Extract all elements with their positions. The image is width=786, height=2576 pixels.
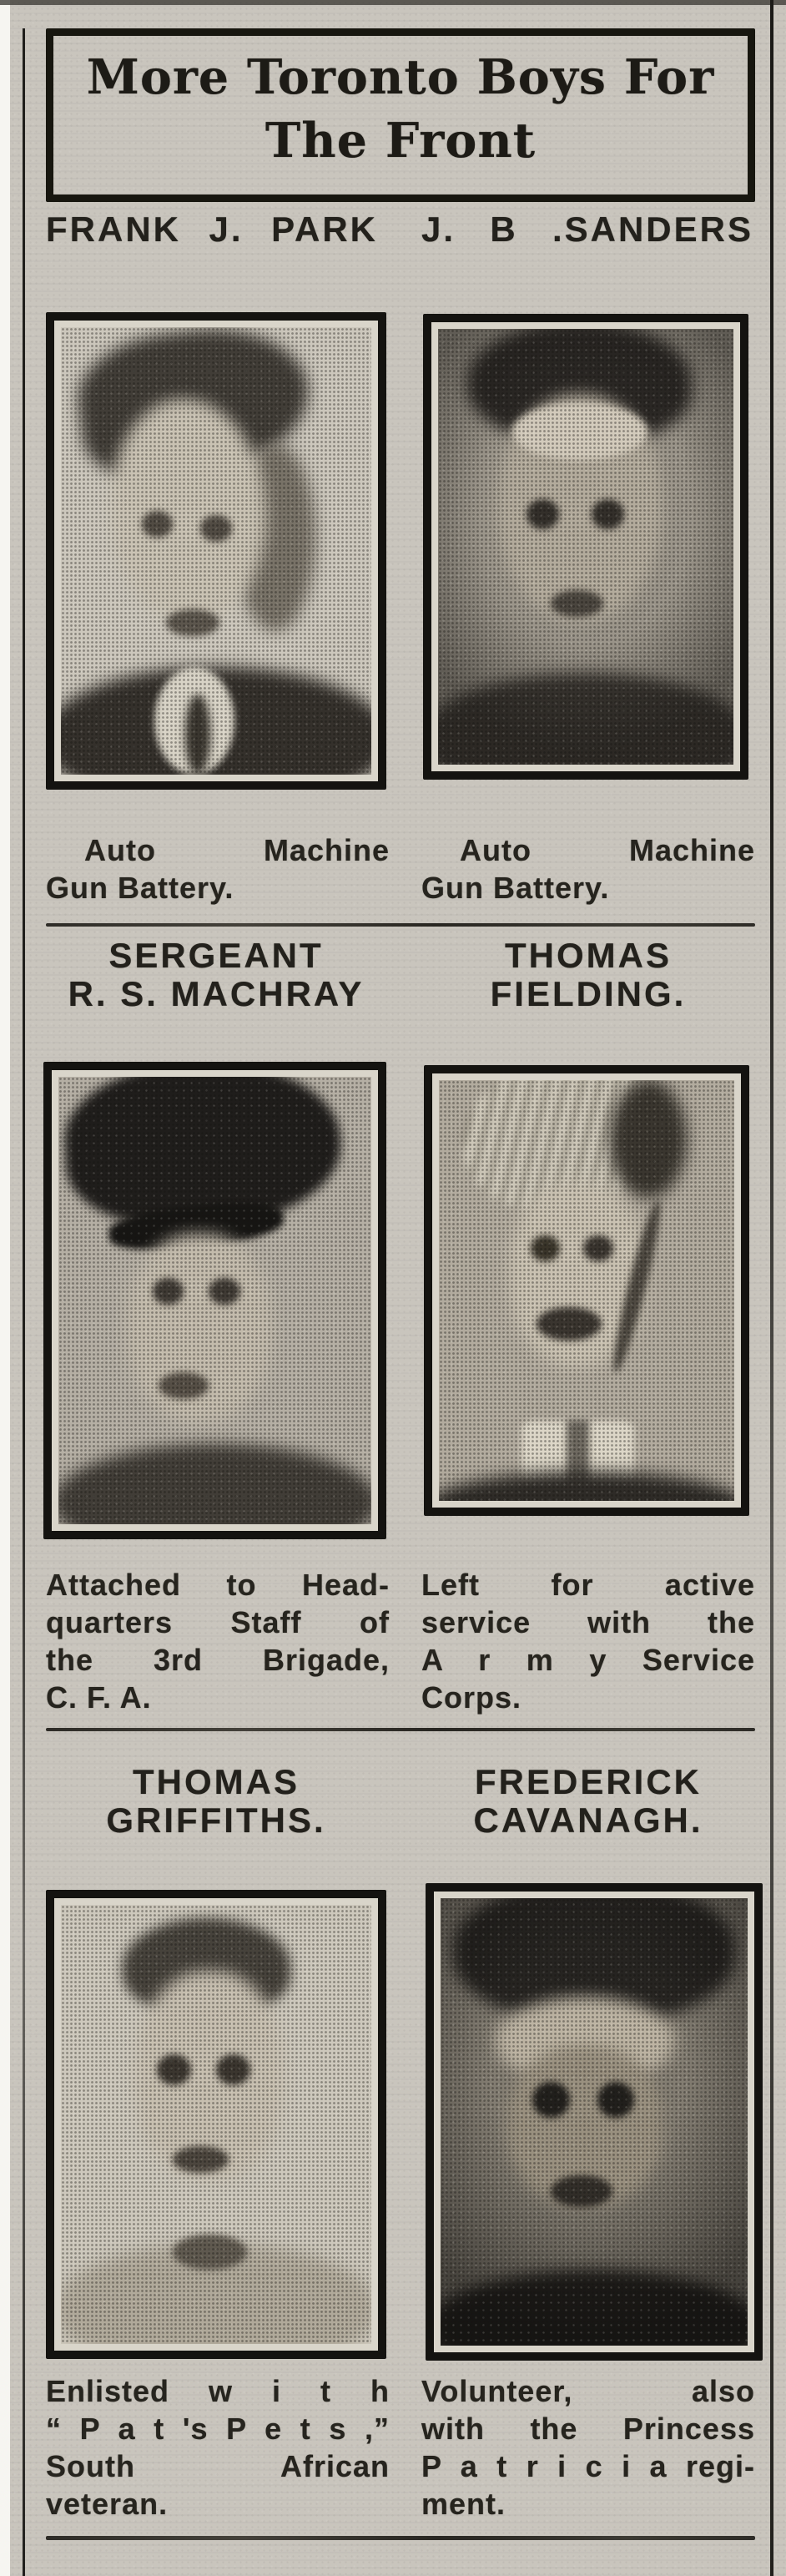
portrait-shape [607,1199,667,1375]
portrait-shape [527,499,559,530]
name-thomas-griffiths [46,1763,386,1840]
caption-line: Corps. [421,1680,522,1715]
name-j-b-sanders [421,210,753,249]
portrait-shape [441,2270,748,2346]
caption-line: Left for active [421,1568,755,1602]
portrait-shape [510,1181,646,1366]
portrait-shape [438,673,733,765]
portrait-shape [200,515,231,542]
portrait-shape [173,2235,247,2270]
caption-line: Gun Battery. [421,871,610,905]
portrait-shape [597,2082,634,2118]
photo-thomas-fielding [424,1065,749,1516]
portrait-shape [61,1077,345,1231]
portrait-shape [72,327,317,488]
portrait-shape [216,2054,250,2085]
photo-frederick-cavanagh [426,1883,763,2361]
portrait-image [58,1077,371,1524]
portrait-shape [551,2175,612,2207]
portrait-shape [439,1472,734,1501]
caption-line: Enlisted w i t h [46,2374,390,2408]
top-edge-line [0,0,786,5]
portrait-shape [521,1421,634,1484]
caption-line: Gun Battery. [46,871,234,905]
caption-line: service with the [421,1605,755,1639]
portrait-shape [107,1198,285,1256]
portrait-image [61,1905,371,2344]
portrait-shape [61,667,371,775]
photo-j-b-sanders [423,314,748,780]
section-divider [46,1728,755,1731]
caption-thomas-fielding [421,1566,755,1716]
section-divider [46,923,755,927]
photo-thomas-griffiths [46,1890,386,2359]
portrait-shape [512,403,648,460]
portrait-shape [166,609,219,636]
name-line: THOMAS [505,936,672,975]
caption-j-b-sanders [421,831,755,907]
portrait-shape [537,1307,602,1341]
name-sergeant-machray [46,937,386,1013]
portrait-shape [497,394,663,620]
portrait-shape [531,1235,560,1260]
photo-frank-j-park [46,312,386,790]
caption-sergeant-machray [46,1566,390,1716]
caption-line: “ P a t 's P e t s ,” [46,2412,390,2446]
name-line: THOMAS [133,1762,300,1801]
name-line: FRANK J. PARK [46,210,378,249]
portrait-shape [159,1372,209,1399]
portrait-shape [157,2054,191,2085]
caption-line: ment. [421,2487,506,2521]
name-thomas-fielding [421,937,755,1013]
left-column-rule [23,28,25,2576]
caption-frank-j-park [46,831,390,907]
portrait-shape [583,1235,612,1260]
caption-line: C. F. A. [46,1680,152,1715]
name-line: CAVANAGH. [473,1801,703,1840]
headline-line-2: The Front [265,113,537,169]
caption-line: Auto Machine [84,833,390,867]
headline-box [46,28,755,202]
bottom-divider [46,2536,755,2540]
name-line: FIELDING. [490,974,687,1013]
headline [53,46,748,173]
portrait-shape [447,1080,673,1232]
portrait-shape [467,329,692,442]
right-column-rule [770,0,773,2576]
portrait-shape [128,1234,272,1422]
portrait-shape [153,1278,184,1305]
portrait-shape [610,1080,687,1198]
headline-line-1: More Toronto Boys For [86,49,715,105]
name-frederick-cavanagh [421,1763,755,1840]
portrait-shape [173,2146,229,2173]
portrait-shape [592,499,624,530]
portrait-image [439,1080,734,1501]
caption-line: with the Princess [421,2412,755,2446]
portrait-image [438,329,733,765]
name-line: SERGEANT [108,936,324,975]
caption-line: A r m y Service [421,1643,755,1677]
caption-line: Attached to Head- [46,1568,390,1602]
portrait-shape [209,1278,240,1305]
name-line: J. B .SANDERS [421,210,753,249]
portrait-shape [453,1898,736,2023]
caption-line: Volunteer, also [421,2374,755,2408]
name-frank-j-park [46,210,378,249]
name-line: GRIFFITHS. [106,1801,326,1840]
caption-thomas-griffiths [46,2372,390,2523]
portrait-shape [61,2243,371,2344]
portrait-image [441,1898,748,2346]
portrait-shape [508,2046,662,2207]
portrait-shape [438,329,733,765]
portrait-shape [111,399,266,623]
portrait-shape [185,695,210,775]
portrait-shape [154,667,235,775]
caption-line: quarters Staff of [46,1605,390,1639]
portrait-shape [58,1444,371,1524]
name-line: R. S. MACHRAY [68,974,365,1013]
caption-line: the 3rd Brigade, [46,1643,390,1677]
portrait-shape [551,590,604,616]
caption-line: P a t r i c i a regi- [421,2449,755,2483]
caption-frederick-cavanagh [421,2372,755,2523]
portrait-shape [234,443,315,631]
portrait-shape [142,511,173,538]
portrait-shape [123,1918,290,2015]
portrait-shape [135,1971,285,2181]
caption-line: South African [46,2449,390,2483]
portrait-shape [496,1997,673,2086]
portrait-shape [532,2082,569,2118]
caption-line: Auto Machine [460,833,755,867]
name-line: FREDERICK [474,1762,702,1801]
caption-line: veteran. [46,2487,169,2521]
portrait-image [61,327,371,775]
photo-sergeant-machray [43,1062,386,1539]
portrait-shape [441,1898,748,2346]
